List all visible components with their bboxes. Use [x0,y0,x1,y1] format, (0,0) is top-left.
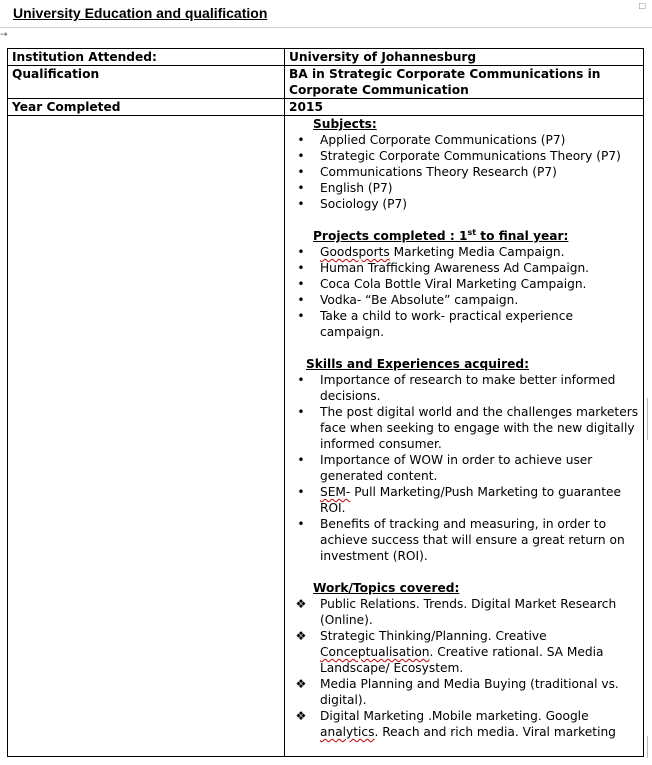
diamond-bullet-icon: ❖ [295,597,307,611]
bullet-icon: • [297,149,305,163]
list-item: • The post digital world and the challenges marketers face when seeking to engage with the new digitally informed consumer. [290,404,639,452]
list-item: • Applied Corporate Communications (P7) [290,132,639,148]
skills-title: Skills and Experiences acquired: [306,357,529,371]
diamond-bullet-icon: ❖ [295,709,307,723]
table-row [8,49,644,66]
work-title: Work/Topics covered: [313,581,460,595]
list-item: • Take a child to work- practical experience campaign. [290,308,639,340]
projects-section [290,228,639,244]
work-list [290,596,639,740]
list-item: ❖ Public Relations. Trends. Digital Market Research (Online). [295,597,617,627]
bullet-icon: • [297,277,305,291]
list-item: • Vodka- “Be Absolute” campaign. [290,292,639,308]
bullet-icon: • [297,293,305,307]
bullet-icon: • [297,453,305,467]
diamond-bullet-icon: ❖ [295,629,307,643]
bullet-icon: • [297,517,305,531]
row-label: Qualification [8,66,285,99]
empty-cell [8,116,285,757]
skills-list [290,372,639,564]
row-value: BA in Strategic Corporate Communications in Corporate Communication [285,66,644,99]
corner-mark-icon: □ [638,1,646,10]
right-margin-mark [647,736,651,758]
list-item: • Importance of WOW in order to achieve user generated content. [290,452,639,484]
list-item: • Importance of research to make better informed decisions. [290,372,639,404]
table-row [8,66,644,99]
table-row [8,116,644,757]
header-divider [0,27,652,28]
list-item: • Goodsports Marketing Media Campaign. [290,244,639,260]
table-row [8,99,644,116]
bullet-icon: • [297,133,305,147]
diamond-bullet-icon: ❖ [295,677,307,691]
row-value: University of Johannesburg [285,49,644,66]
margin-arrow-icon: → [0,30,8,40]
bullet-icon: • [297,485,305,499]
list-item: ❖ Digital Marketing .Mobile marketing. Google analytics. Reach and rich media. Viral marketing [295,709,616,739]
list-item: • SEM- Pull Marketing/Push Marketing to guarantee ROI. [290,484,639,516]
bullet-icon: • [297,197,305,211]
list-item: • Strategic Corporate Communications Theory (P7) [290,148,639,164]
details-cell [285,116,644,757]
row-label: Year Completed [8,99,285,116]
subjects-title: Subjects: [313,117,377,131]
bullet-icon: • [297,181,305,195]
skills-section [290,356,639,372]
list-item: • Coca Cola Bottle Viral Marketing Campaign. [290,276,639,292]
projects-title: Projects completed : 1st to final year: [313,227,569,243]
list-item: • English (P7) [290,180,639,196]
bullet-icon: • [297,405,305,419]
bullet-icon: • [297,373,305,387]
education-table [7,48,644,757]
row-value: 2015 [285,99,644,116]
subjects-section [290,116,639,132]
list-item: • Sociology (P7) [290,196,639,212]
bullet-icon: • [297,165,305,179]
bullet-icon: • [297,309,305,323]
list-item: • Communications Theory Research (P7) [290,164,639,180]
subjects-list [290,132,639,212]
bullet-icon: • [297,261,305,275]
list-item: ❖ Media Planning and Media Buying (traditional vs. digital). [295,677,619,707]
list-item: ❖ Strategic Thinking/Planning. Creative Conceptualisation. Creative rational. SA Media Landscape/ Ecosystem. [295,629,604,675]
bullet-icon: • [297,245,305,259]
list-item: • Human Trafficking Awareness Ad Campaign. [290,260,639,276]
row-label: Institution Attended: [8,49,285,66]
work-section [290,580,639,596]
list-item: • Benefits of tracking and measuring, in order to achieve success that will ensure a great return on investment (ROI). [290,516,639,564]
section-heading: University Education and qualification [13,5,268,21]
projects-list [290,244,639,340]
right-margin-mark [647,398,651,440]
